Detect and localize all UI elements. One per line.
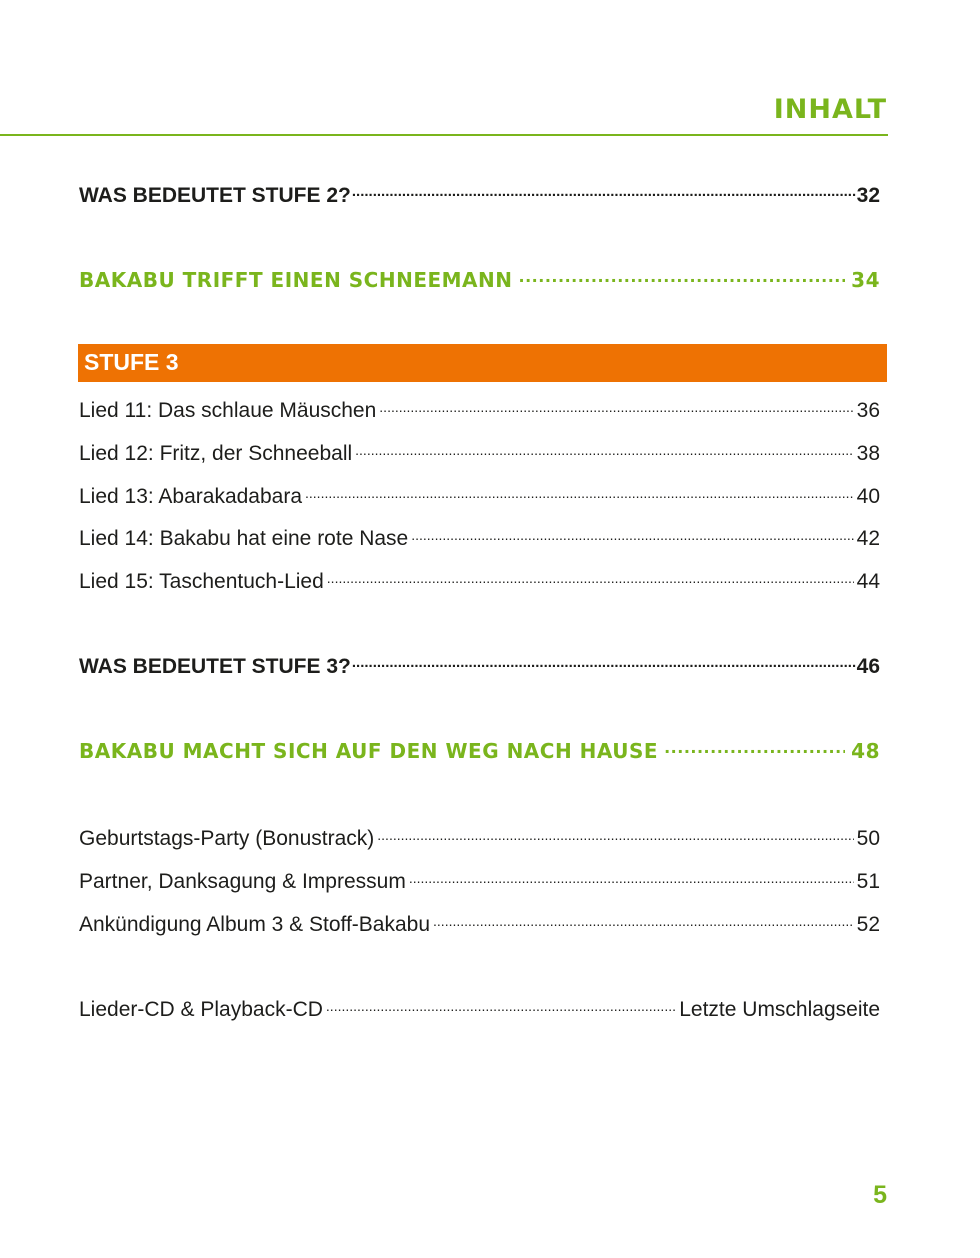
toc-entry-label: Partner, Danksagung & Impressum [79,870,406,893]
toc-entry-extra[interactable] [79,824,880,851]
toc-entry-page: 48 [851,739,880,763]
toc-entry-page: 42 [856,527,880,550]
toc-entry-page: 46 [856,655,880,678]
toc-entry-page: 40 [856,485,880,508]
toc-entry-story-schneemann[interactable] [79,267,880,292]
toc-leader-dots [433,910,854,931]
toc-leader-dots [379,396,853,417]
page-title: INHALT [773,94,887,125]
toc-entry-label: Lied 13: Abarakadabara [79,485,303,508]
toc-entry-label: Geburtstags-Party (Bonustrack) [79,827,375,850]
toc-entry-extra[interactable] [79,910,880,937]
toc-entry-song[interactable] [79,396,880,423]
toc-leader-dots [326,995,676,1016]
toc-entry-song[interactable] [79,524,880,551]
toc-entry-story-nach-hause[interactable] [79,738,880,763]
toc-leader-dots [327,567,854,588]
toc-entry-page: 52 [856,913,880,936]
toc-entry-label: Ankündigung Album 3 & Stoff-Bakabu [79,913,431,936]
toc-entry-label: Lieder-CD & Playback-CD [79,998,323,1021]
toc-entry-page: 32 [856,184,880,207]
toc-entry-stufe2-intro[interactable] [79,181,880,208]
toc-leader-dots [355,439,853,460]
toc-leader-dots [519,267,846,287]
toc-entry-stufe3-intro[interactable] [79,652,880,679]
toc-entry-label: WAS BEDEUTET STUFE 2? [79,184,351,207]
page-number: 5 [873,1181,887,1209]
toc-entry-label: Lied 15: Taschentuch-Lied [79,570,324,593]
toc-entry-page: 51 [856,870,880,893]
toc-entry-label: BAKABU TRIFFT EINEN SCHNEEMANN [79,268,513,292]
toc-leader-dots [352,652,856,673]
toc-leader-dots [664,738,845,758]
toc-entry-label: Lied 12: Fritz, der Schneeball [79,442,353,465]
toc-entry-page: 50 [856,827,880,850]
toc-entry-song[interactable] [79,482,880,509]
toc-entry-label: WAS BEDEUTET STUFE 3? [79,655,351,678]
toc-entry-page: 34 [851,268,880,292]
toc-entry-label: Lied 11: Das schlaue Mäuschen [79,399,377,422]
toc-entry-song[interactable] [79,439,880,466]
section-title: STUFE 3 [84,349,179,375]
toc-entry-label: Lied 14: Bakabu hat eine rote Nase [79,527,409,550]
toc-entry-cd[interactable] [79,995,880,1022]
toc-entry-page: Letzte Umschlagseite [679,998,880,1021]
section-header-stufe3 [78,344,887,382]
toc-entry-page: 36 [856,399,880,422]
toc-leader-dots [409,867,854,888]
toc-entry-extra[interactable] [79,867,880,894]
toc-entry-song[interactable] [79,567,880,594]
toc-entry-page: 44 [856,570,880,593]
toc-leader-dots [352,181,856,202]
toc-leader-dots [305,482,854,503]
toc-entry-label: BAKABU MACHT SICH AUF DEN WEG NACH HAUSE [79,739,659,763]
toc-entry-page: 38 [856,442,880,465]
header-divider [0,134,888,136]
toc-leader-dots [377,824,853,845]
toc-leader-dots [411,524,853,545]
